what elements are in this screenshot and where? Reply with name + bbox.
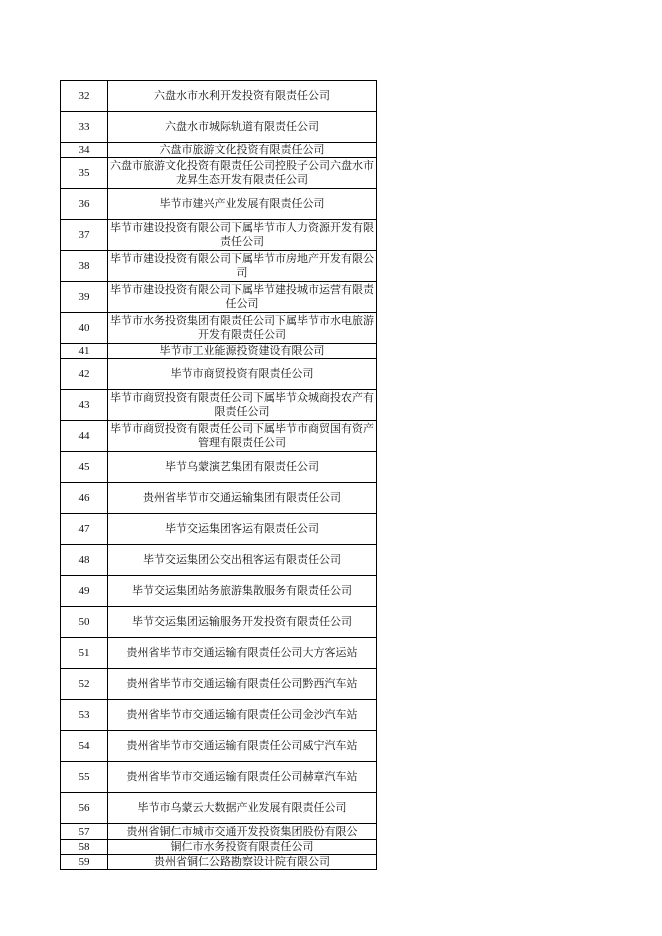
row-number-cell: 38: [61, 251, 108, 282]
company-name-cell: 毕节交运集团站务旅游集散服务有限责任公司: [108, 576, 377, 607]
row-number-cell: 52: [61, 669, 108, 700]
company-name-cell: 贵州省毕节市交通运输有限责任公司赫章汽车站: [108, 762, 377, 793]
row-number-cell: 37: [61, 220, 108, 251]
table-row: [61, 189, 377, 220]
table-row: [61, 282, 377, 313]
row-number-cell: 45: [61, 452, 108, 483]
company-name-cell: 贵州省毕节市交通运输有限责任公司金沙汽车站: [108, 700, 377, 731]
row-number-cell: 57: [61, 824, 108, 840]
company-name-cell: 六盘水市水利开发投资有限责任公司: [108, 81, 377, 112]
company-table: [60, 80, 377, 870]
row-number-cell: 33: [61, 112, 108, 143]
row-number-cell: 42: [61, 359, 108, 390]
table-row: [61, 251, 377, 282]
company-name-cell: 毕节市商贸投资有限责任公司下属毕节市商贸国有资产管理有限责任公司: [108, 421, 377, 452]
table-row: [61, 359, 377, 390]
table-row: [61, 483, 377, 514]
row-number-cell: 50: [61, 607, 108, 638]
row-number-cell: 47: [61, 514, 108, 545]
company-name-cell: 毕节市建兴产业发展有限责任公司: [108, 189, 377, 220]
company-name-cell: 毕节市工业能源投资建设有限公司: [108, 344, 377, 359]
row-number-cell: 36: [61, 189, 108, 220]
company-name-cell: 毕节交运集团客运有限责任公司: [108, 514, 377, 545]
company-name-cell: 六盘水市城际轨道有限责任公司: [108, 112, 377, 143]
table-row: [61, 824, 377, 840]
table-row: [61, 638, 377, 669]
table-row: [61, 545, 377, 576]
table-row: [61, 313, 377, 344]
row-number-cell: 48: [61, 545, 108, 576]
table-row: [61, 421, 377, 452]
row-number-cell: 46: [61, 483, 108, 514]
row-number-cell: 56: [61, 793, 108, 824]
table-row: [61, 390, 377, 421]
table-row: [61, 669, 377, 700]
row-number-cell: 41: [61, 344, 108, 359]
row-number-cell: 54: [61, 731, 108, 762]
row-number-cell: 32: [61, 81, 108, 112]
row-number-cell: 35: [61, 158, 108, 189]
table-row: [61, 793, 377, 824]
row-number-cell: 58: [61, 840, 108, 855]
table-row: [61, 576, 377, 607]
company-name-cell: 贵州省毕节市交通运输集团有限责任公司: [108, 483, 377, 514]
row-number-cell: 53: [61, 700, 108, 731]
table-row: [61, 855, 377, 870]
row-number-cell: 49: [61, 576, 108, 607]
row-number-cell: 39: [61, 282, 108, 313]
company-name-cell: 铜仁市水务投资有限责任公司: [108, 840, 377, 855]
company-name-cell: 六盘市旅游文化投资有限责任公司: [108, 143, 377, 158]
row-number-cell: 59: [61, 855, 108, 870]
table-row: [61, 220, 377, 251]
table-row: [61, 840, 377, 855]
row-number-cell: 40: [61, 313, 108, 344]
company-name-cell: 毕节市商贸投资有限责任公司: [108, 359, 377, 390]
table-row: [61, 344, 377, 359]
company-name-cell: 毕节交运集团运输服务开发投资有限责任公司: [108, 607, 377, 638]
company-name-cell: 贵州省毕节市交通运输有限责任公司黔西汽车站: [108, 669, 377, 700]
table-row: [61, 607, 377, 638]
row-number-cell: 44: [61, 421, 108, 452]
company-name-cell: 毕节市建设投资有限公司下属毕节建投城市运营有限责任公司: [108, 282, 377, 313]
table-row: [61, 514, 377, 545]
company-name-cell: 毕节市建设投资有限公司下属毕节市人力资源开发有限责任公司: [108, 220, 377, 251]
company-name-cell: 毕节市乌蒙云大数据产业发展有限责任公司: [108, 793, 377, 824]
row-number-cell: 51: [61, 638, 108, 669]
table-row: [61, 731, 377, 762]
table-row: [61, 762, 377, 793]
table-row: [61, 81, 377, 112]
table-row: [61, 143, 377, 158]
company-table-region: [60, 80, 376, 870]
company-name-cell: 贵州省毕节市交通运输有限责任公司威宁汽车站: [108, 731, 377, 762]
company-name-cell: 毕节市水务投资集团有限责任公司下属毕节市水电旅游开发有限责任公司: [108, 313, 377, 344]
row-number-cell: 34: [61, 143, 108, 158]
row-number-cell: 55: [61, 762, 108, 793]
company-name-cell: 贵州省铜仁公路勘察设计院有限公司: [108, 855, 377, 870]
table-row: [61, 452, 377, 483]
table-row: [61, 112, 377, 143]
company-name-cell: 贵州省毕节市交通运输有限责任公司大方客运站: [108, 638, 377, 669]
table-row: [61, 700, 377, 731]
company-name-cell: 毕节市商贸投资有限责任公司下属毕节众城商投农产有限责任公司: [108, 390, 377, 421]
row-number-cell: 43: [61, 390, 108, 421]
company-name-cell: 毕节市建设投资有限公司下属毕节市房地产开发有限公司: [108, 251, 377, 282]
table-row: [61, 158, 377, 189]
company-table-body: [61, 81, 377, 870]
company-name-cell: 毕节交运集团公交出租客运有限责任公司: [108, 545, 377, 576]
company-name-cell: 毕节乌蒙演艺集团有限责任公司: [108, 452, 377, 483]
company-name-cell: 六盘市旅游文化投资有限责任公司控股子公司六盘水市龙昇生态开发有限责任公司: [108, 158, 377, 189]
company-name-cell: 贵州省铜仁市城市交通开发投资集团股份有限公: [108, 824, 377, 840]
